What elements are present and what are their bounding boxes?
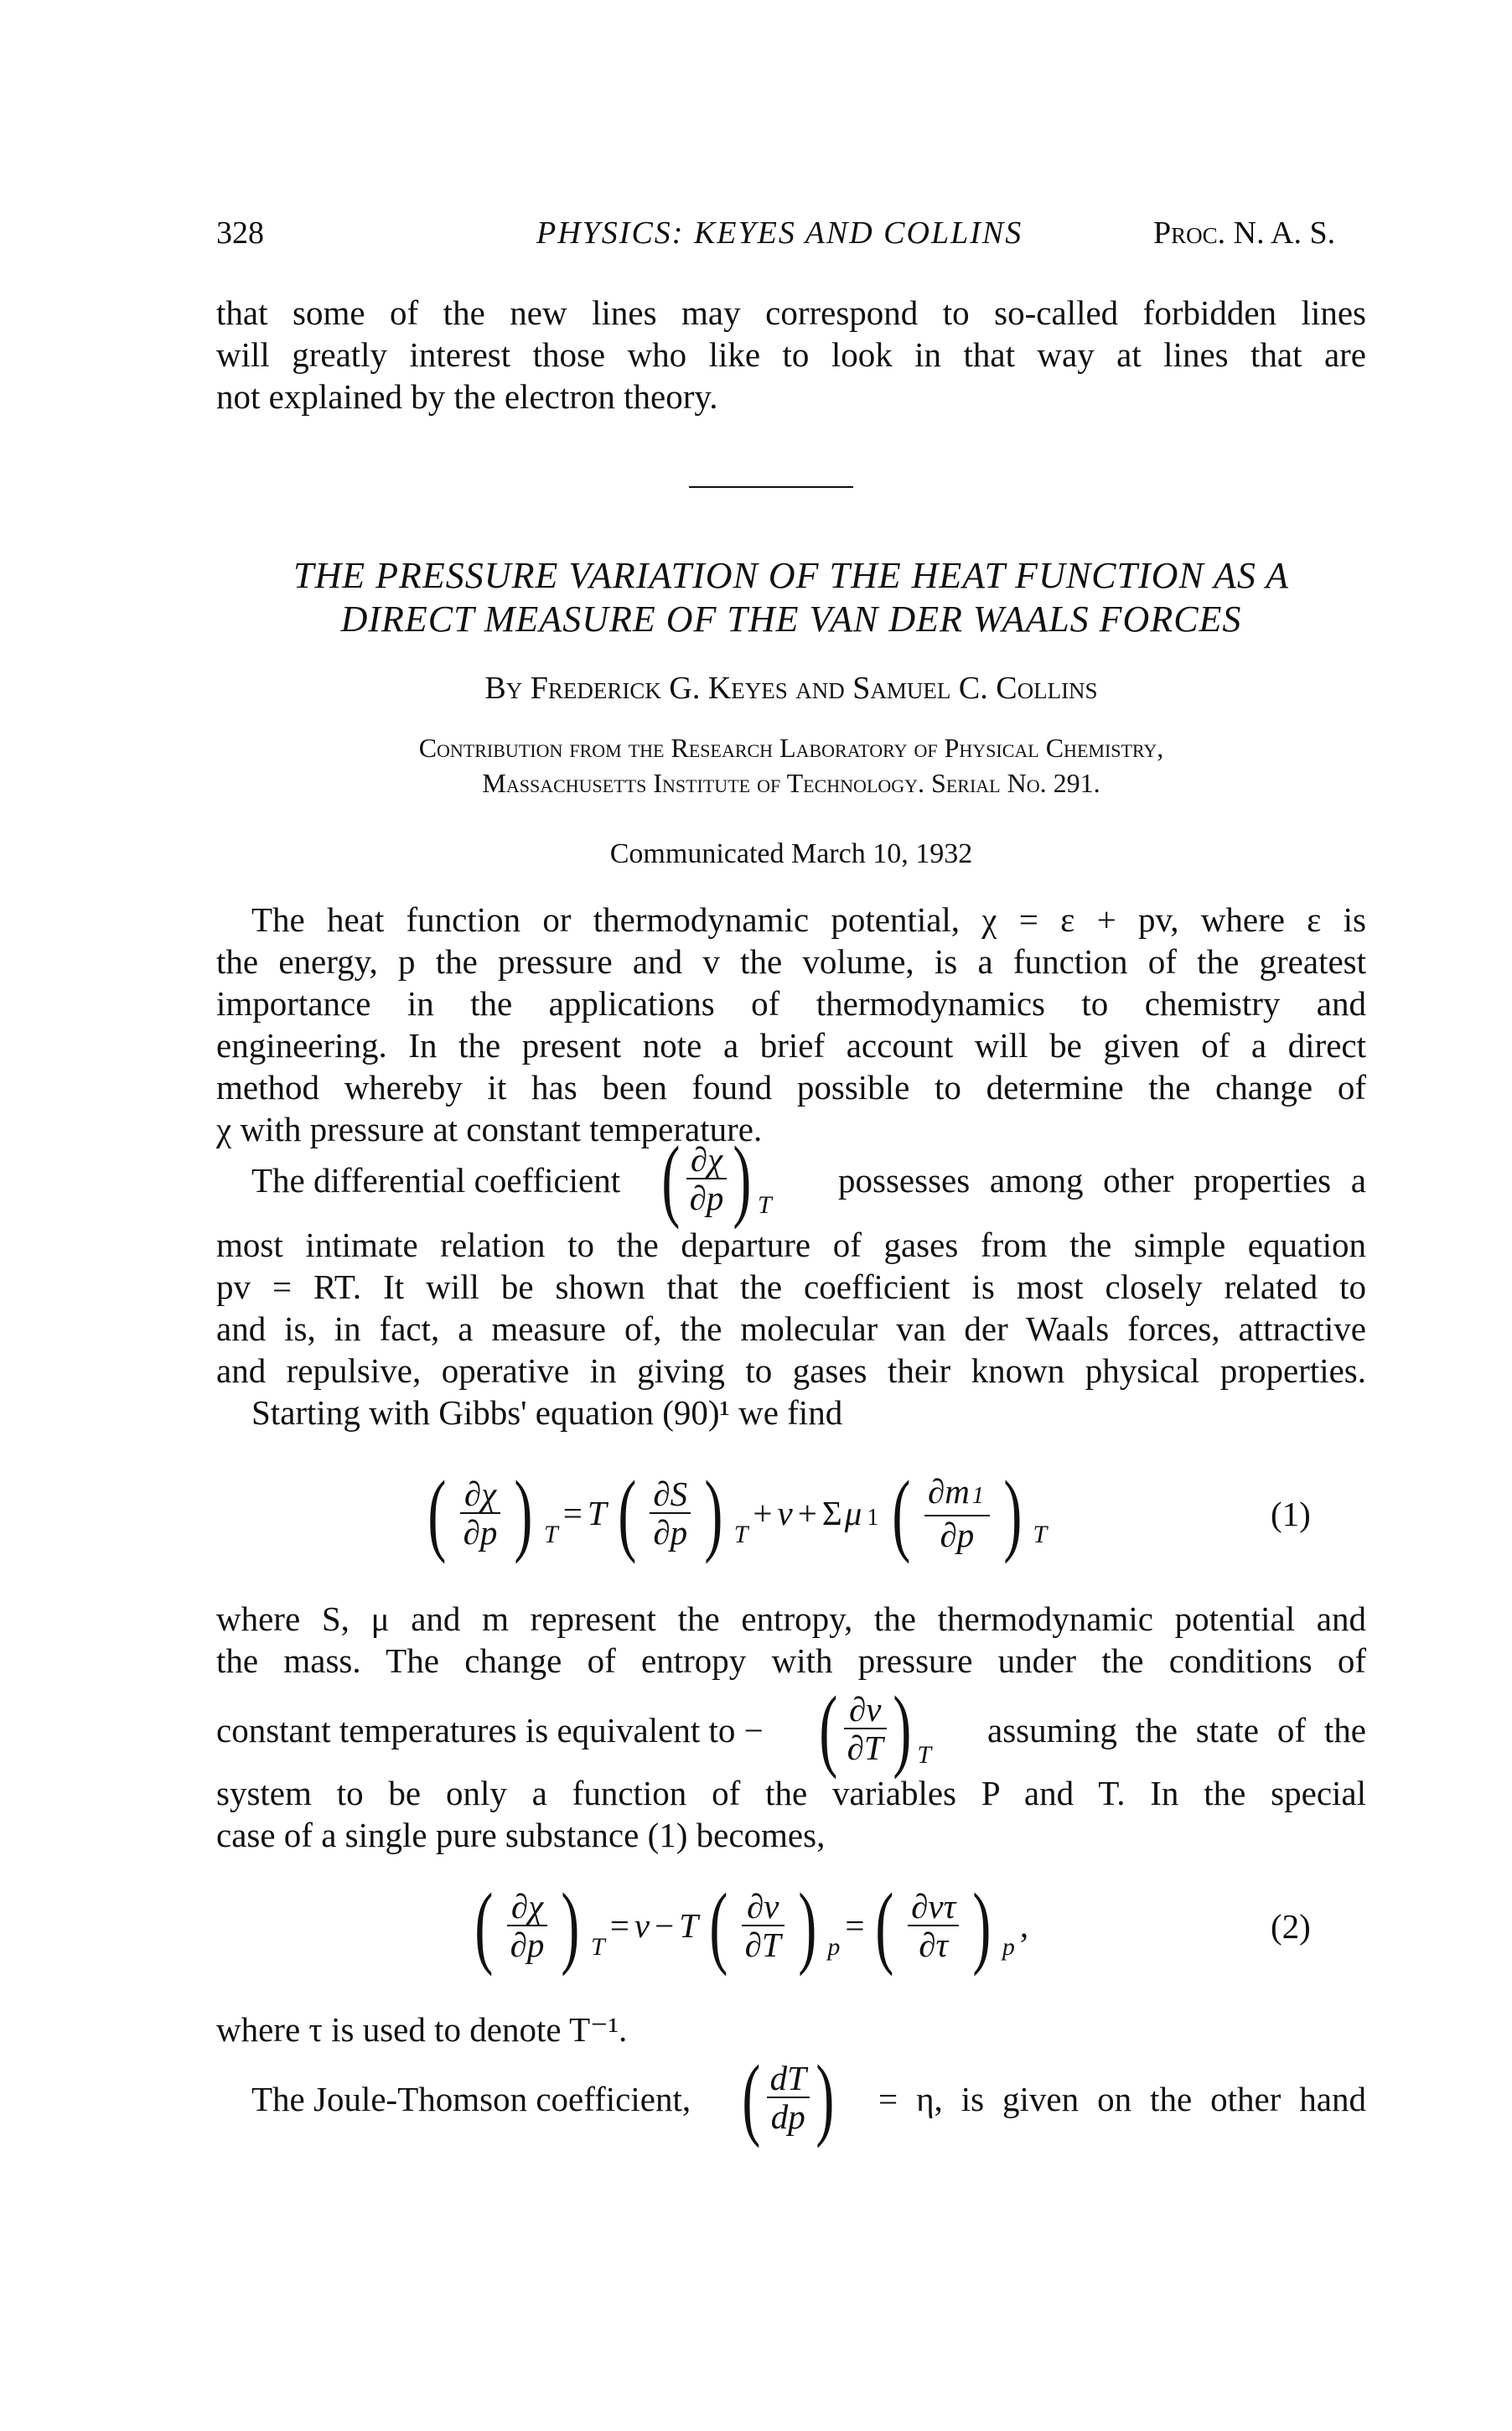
inline-derivative-dT-dp: ( $\frac{dT}{dp}$ ) <box>742 2046 835 2149</box>
affiliation-line-1: Contribution from the Research Laboratory of Physical Chemistry, <box>418 733 1164 763</box>
communicated-date: Communicated March 10, 1932 <box>609 838 973 869</box>
body-p2-after-frac: possesses among other properties a <box>838 1161 1366 1200</box>
running-title: PHYSICS: KEYES AND COLLINS <box>536 215 1023 251</box>
body-p1-line-4: engineering. In the present note a brief account will be given of a direct <box>216 1026 1366 1065</box>
body-p6-start: The Joule-Thomson coefficient, <box>251 2080 691 2118</box>
body-p1-line-5: method whereby it has been found possible to determine the change of <box>216 1068 1366 1107</box>
body-p2-line-3: pv = RT. It will be shown that the coefficient is most closely related to <box>216 1267 1366 1306</box>
body-p4-line-1: where S, μ and m represent the entropy, the thermodynamic potential and <box>216 1599 1366 1638</box>
article-title-line-2: DIRECT MEASURE OF THE VAN DER WAALS FORCES <box>340 599 1242 640</box>
body-p1-line-2: the energy, p the pressure and v the volume, is a function of the greatest <box>216 942 1366 981</box>
body-p4-line-3-start: constant temperatures is equivalent to − <box>216 1711 764 1749</box>
previous-text-line-3: not explained by the electron theory. <box>216 377 718 416</box>
body-p1-line-1: The heat function or thermodynamic potential, χ = ε + pv, where ε is <box>251 900 1366 939</box>
body-p5: where τ is used to denote T⁻¹. <box>216 2010 628 2049</box>
inline-derivative-dv-dT: ( $\frac{\partial v}{\partial T}$ ) T <box>819 1677 932 1780</box>
body-p2-line-5: and repulsive, operative in giving to gases their known physical properties. <box>216 1351 1366 1390</box>
equation-1: ( $\frac{\partial\chi}{\partial p}$ ) T = T ( $\frac{\partial S}{\partial p}$ ) T + v + Σμ 1 ( $\frac{\partial m 1}{\partial p}$ ) T <box>427 1462 1048 1564</box>
body-p3: Starting with Gibbs' equation (90)¹ we find <box>251 1393 843 1432</box>
body-p2-line-4: and is, in fact, a measure of, the molecular van der Waals forces, attractive <box>216 1309 1366 1348</box>
body-p1-line-6: χ with pressure at constant temperature. <box>216 1110 763 1148</box>
article-title-line-1: THE PRESSURE VARIATION OF THE HEAT FUNCTION AS A <box>293 555 1289 596</box>
previous-text-line-2: will greatly interest those who like to look in that way at lines that are <box>216 335 1366 374</box>
equation-1-label: (1) <box>1271 1495 1311 1533</box>
body-p1-line-3: importance in the applications of thermodynamics to chemistry and <box>216 984 1366 1023</box>
journal-name: Proc. N. A. S. <box>1153 215 1336 251</box>
page-number: 328 <box>216 215 264 251</box>
inline-derivative-dchi-dp: ( $\frac{\partial\chi}{\partial p}$ ) T <box>661 1127 772 1230</box>
equation-2-label: (2) <box>1271 1907 1311 1946</box>
body-p4-line-5: case of a single pure substance (1) becomes, <box>216 1816 826 1854</box>
equation-2: ( $\frac{\partial\chi}{\partial p}$ ) T = v − T ( $\frac{\partial v}{\partial T}$ ) p = ( $\frac{\partial v\tau}{\partial\tau}$ ) p , <box>474 1874 1029 1977</box>
body-p2-line-2: most intimate relation to the departure of gases from the simple equation <box>216 1226 1366 1264</box>
body-p6-end: = η, is given on the other hand <box>878 2080 1366 2118</box>
body-p2-start: The differential coefficient <box>251 1161 621 1200</box>
affiliation-line-2: Massachusetts Institute of Technology. Serial No. 291. <box>482 768 1100 798</box>
authors: By Frederick G. Keyes and Samuel C. Collins <box>484 671 1098 706</box>
section-divider <box>689 486 853 488</box>
body-p4-line-2: the mass. The change of entropy with pressure under the conditions of <box>216 1641 1366 1680</box>
body-p4-line-4: system to be only a function of the variables P and T. In the special <box>216 1774 1366 1812</box>
previous-text-line-1: that some of the new lines may correspond to so-called forbidden lines <box>216 293 1366 332</box>
body-p4-line-3-end: assuming the state of the <box>987 1711 1366 1749</box>
